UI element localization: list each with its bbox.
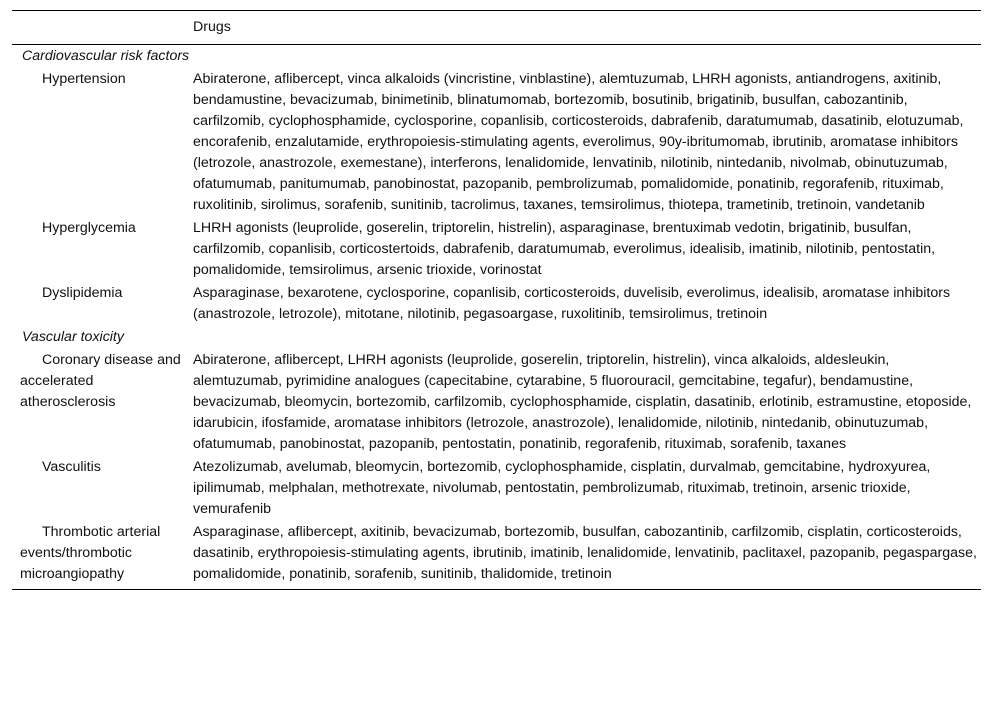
- row-drugs: Abiraterone, aflibercept, LHRH agonists (leuprolide, goserelin, triptorelin, histrelin), vinca alkaloids, aldesleukin, alemtuzumab, pyrimidine analogues (capecitabine, cytarabine, 5 fluorouracil, gemcitabine, tegafur), bendamustine, bevacizumab, bleomycin, bortezomib, carfilzomib, cyclophosphamide, cisplatin, dasatinib, erlotinib, estramustine, etoposide, idarubicin, ifosfamide, aromatase inhibitors (letrozole, anastrozole), lenalidomide, nilotinib, nintedanib, obinutuzumab, ofatumumab, panobinostat, pazopanib, pentostatin, ponatinib, regorafenib, rituximab, sorafenib, taxanes: [193, 352, 972, 452]
- drug-table-container: [12, 10, 981, 590]
- row-drugs: LHRH agonists (leuprolide, goserelin, triptorelin, histrelin), asparaginase, brentuximab vedotin, brigatinib, busulfan, carfilzomib, copanlisib, corticostertoids, dabrafenib, daratumumab, everolimus, idealisib, imatinib, nilotinib, pentostatin, pomalidomide, temsirolimus, arsenic trioxide, vorinostat: [193, 220, 936, 278]
- row-category: Hypertension: [42, 71, 126, 87]
- cardiotoxic-drugs-table: [12, 10, 981, 590]
- table-row: [12, 282, 981, 326]
- row-category-cell: [12, 456, 193, 521]
- header-category: [12, 11, 193, 45]
- table-header-row: [12, 11, 981, 45]
- row-category-cell: [12, 217, 193, 282]
- row-category-cell: [12, 282, 193, 326]
- row-category-cell: [12, 68, 193, 217]
- row-category: Hyperglycemia: [42, 220, 136, 236]
- row-drugs: Asparaginase, aflibercept, axitinib, bevacizumab, bortezomib, busulfan, cabozantinib, carfilzomib, cisplatin, corticosteroids, dasatinib, erythropoiesis-stimulating agents, ibrutinib, imatinib, lenalidomide, lenvatinib, paclitaxel, pazopanib, pegaspargase, pomalidomide, ponatinib, sorafenib, sunitinib, thalidomide, tretinoin: [193, 524, 977, 582]
- section-title: Cardiovascular risk factors: [22, 48, 190, 64]
- header-drugs: Drugs: [193, 19, 231, 35]
- table-row: [12, 521, 981, 590]
- row-category-cell: [12, 521, 193, 590]
- row-category-cell: [12, 349, 193, 456]
- section-row-vascular-toxicity: [12, 326, 981, 349]
- table-row: [12, 217, 981, 282]
- row-drugs: Abiraterone, aflibercept, vinca alkaloids (vincristine, vinblastine), alemtuzumab, LHRH agonists, antiandrogens, axitinib, bendamustine, bevacizumab, binimetinib, blinatumomab, bortezomib, bosutinib, brigatinib, busulfan, cabozantinib, carfilzomib, cyclophosphamide, cyclosporine, copanlisib, corticosteroids, dabrafenib, daratumumab, dasatinib, elotuzumab, encorafenib, enzalutamide, erythropoiesis-stimulating agents, everolimus, 90y-ibritumomab, ibrutinib, aromatase inhibitors (letrozole, anastrozole, exemestane), interferons, lenalidomide, lenvatinib, nilotinib, nintedanib, nivolmab, obinutuzumab, ofatumumab, panitumumab, panobinostat, pazopanib, pembrolizumab, pomalidomide, ponatinib, regorafenib, rituximab, ruxolitinib, sirolimus, sorafenib, sunitinib, tacrolimus, taxanes, temsirolimus, thiotepa, trametinib, tretinoin, vandetanib: [193, 71, 964, 213]
- row-drugs: Atezolizumab, avelumab, bleomycin, bortezomib, cyclophosphamide, cisplatin, durvalmab, gemcitabine, hydroxyurea, ipilimumab, melphalan, methotrexate, nivolumab, pentostatin, pembrolizumab, rituximab, tretinoin, arsenic trioxide, vemurafenib: [193, 459, 931, 517]
- row-drugs: Asparaginase, bexarotene, cyclosporine, copanlisib, corticosteroids, duvelisib, everolimus, idealisib, aromatase inhibitors (anastrozole, letrozole), mitotane, nilotinib, pegasoargase, ruxolitinib, temsirolimus, tretinoin: [193, 285, 951, 322]
- section-row-cardiovascular-risk-factors: [12, 45, 981, 69]
- row-category: Thrombotic arterial events/thrombotic microangiopathy: [20, 524, 161, 582]
- row-category: Vasculitis: [42, 459, 101, 475]
- section-title: Vascular toxicity: [22, 329, 124, 345]
- row-category: Coronary disease and accelerated atherosclerosis: [20, 352, 181, 410]
- table-row: [12, 456, 981, 521]
- table-row: [12, 68, 981, 217]
- row-category: Dyslipidemia: [42, 285, 123, 301]
- table-row: [12, 349, 981, 456]
